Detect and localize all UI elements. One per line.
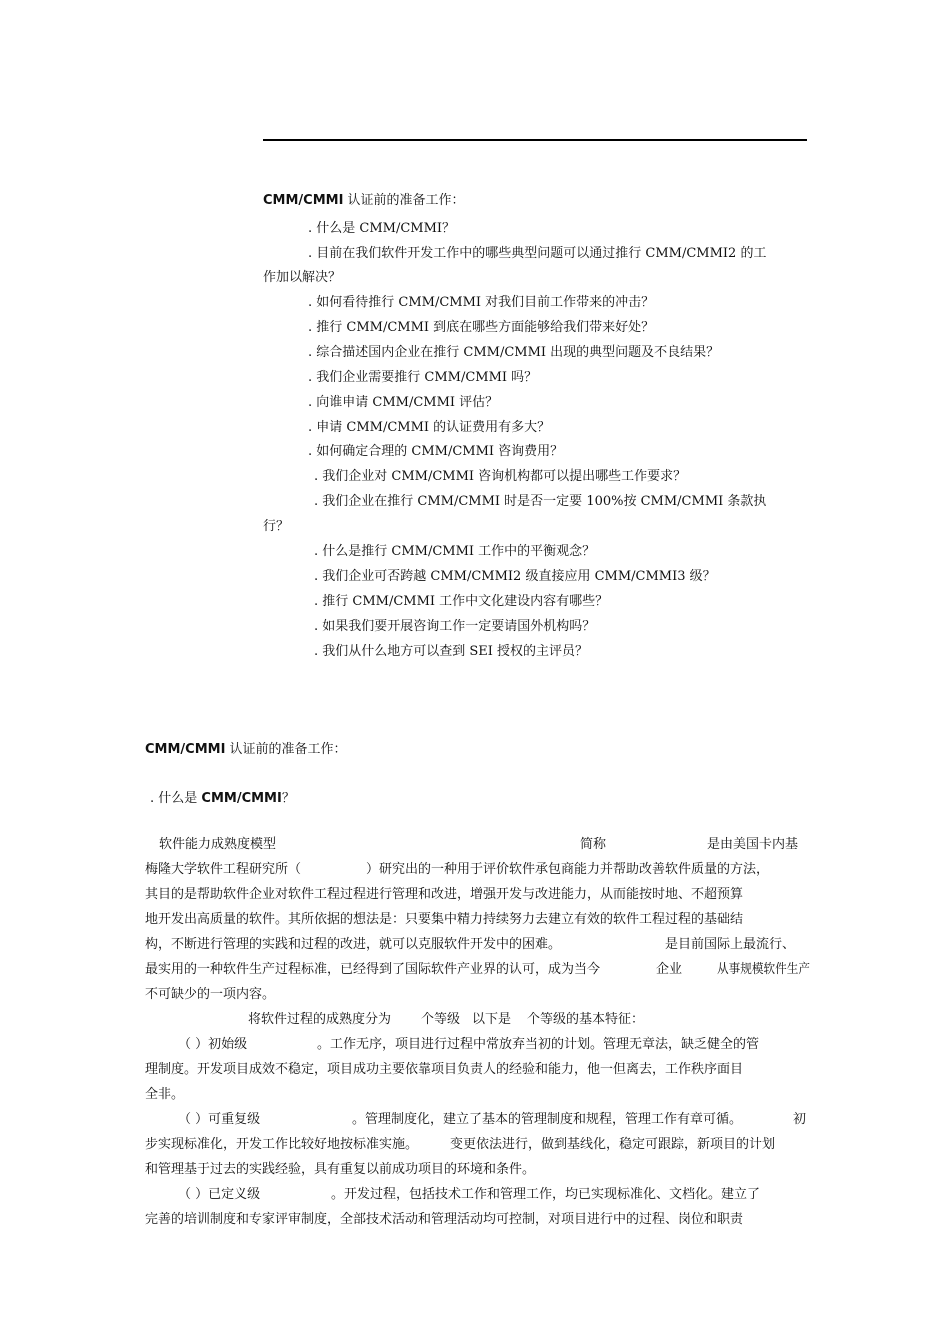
toc-item: . 我们企业对 CMM/CMMI 咨询机构都可以提出哪些工作要求？ — [314, 469, 687, 484]
toc-item: . 综合描述国内企业在推行 CMM/CMMI 出现的典型问题及不良结果？ — [308, 345, 720, 360]
toc-heading-text: 认证前的准备工作： — [343, 193, 465, 208]
toc-item: . 什么是 CMM/CMMI？ — [308, 221, 456, 236]
header-rule — [263, 139, 807, 141]
p1-fragment: 梅隆大学软件工程研究所（ — [145, 862, 302, 877]
p1-fragment: ）研究出的一种用于评价软件承包商能力并帮助改善软件质量的方法， — [366, 862, 770, 877]
p1-line: 其目的是帮助软件企业对软件工程过程进行管理和改进，增强开发与改进能力，从而能按时地、不超预算 — [145, 887, 744, 902]
p1-fragment: 从事规模软件生产 — [717, 962, 810, 977]
p2-fragment: 个等级 — [421, 1012, 461, 1027]
toc-item: . 我们企业需要推行 CMM/CMMI 吗？ — [308, 370, 538, 385]
level-2-text: 。管理制度化，建立了基本的管理制度和规程，管理工作有章可循。 — [352, 1112, 743, 1127]
body-heading-bold: CMM/CMMI — [145, 742, 226, 757]
p1-fragment: 企业 — [656, 962, 683, 977]
p2-fragment: 将软件过程的成熟度分为 — [248, 1012, 392, 1027]
body-heading — [145, 741, 347, 759]
toc-item: . 向谁申请 CMM/CMMI 评估？ — [308, 395, 499, 410]
toc-heading-bold: CMM/CMMI — [263, 193, 344, 208]
p1-fragment: 是由美国卡内基 — [707, 837, 799, 852]
toc-item: . 目前在我们软件开发工作中的哪些典型问题可以通过推行 CMM/CMMI2 的工 — [308, 246, 767, 261]
level-1-text: 全非。 — [145, 1087, 185, 1102]
p1-line: 不可缺少的一项内容。 — [145, 987, 276, 1002]
toc-item: . 什么是推行 CMM/CMMI 工作中的平衡观念？ — [314, 544, 596, 559]
level-3-text: 完善的培训制度和专家评审制度，全部技术活动和管理活动均可控制，对项目进行中的过程、岗位和职责 — [145, 1212, 744, 1227]
toc-item-cont: 行？ — [263, 519, 290, 534]
p2-fragment: 以下是 — [472, 1012, 512, 1027]
level-1-text: 。工作无序，项目进行过程中常放弃当初的计划。管理无章法，缺乏健全的管 — [317, 1037, 760, 1052]
question-1 — [150, 790, 295, 808]
level-2-text: 初 — [793, 1112, 807, 1127]
p1-line: 地开发出高质量的软件。其所依据的想法是：只要集中精力持续努力去建立有效的软件工程过程的基础结 — [145, 912, 744, 927]
level-1-text: 理制度。开发项目成效不稳定，项目成功主要依靠项目负责人的经验和能力，他一但离去，工作秩序面目 — [145, 1062, 744, 1077]
level-1-title: （ ）初始级 — [178, 1037, 248, 1052]
toc-item: . 如何确定合理的 CMM/CMMI 咨询费用？ — [308, 444, 564, 459]
toc-item: . 申请 CMM/CMMI 的认证费用有多大？ — [308, 420, 551, 435]
p1-fragment: 简称 — [580, 837, 607, 852]
toc-item: . 如果我们要开展咨询工作一定要请国外机构吗？ — [314, 619, 596, 634]
question-1-suffix: ？ — [281, 791, 295, 806]
toc-item: . 推行 CMM/CMMI 到底在哪些方面能够给我们带来好处？ — [308, 320, 655, 335]
toc-item: . 如何看待推行 CMM/CMMI 对我们目前工作带来的冲击？ — [308, 295, 655, 310]
p2-fragment: 个等级的基本特征： — [527, 1012, 645, 1027]
toc-heading — [263, 192, 465, 210]
toc-item: . 推行 CMM/CMMI 工作中文化建设内容有哪些？ — [314, 594, 609, 609]
level-2-text: 变更依法进行，做到基线化，稳定可跟踪，新项目的计划 — [450, 1137, 776, 1152]
p1-fragment: 是目前国际上最流行、 — [665, 937, 796, 952]
toc-item: . 我们企业可否跨越 CMM/CMMI2 级直接应用 CMM/CMMI3 级？ — [314, 569, 716, 584]
p1-fragment: 构，不断进行管理的实践和过程的改进，就可以克服软件开发中的困难。 — [145, 937, 562, 952]
question-1-bold: CMM/CMMI — [201, 791, 282, 806]
toc-item-cont: 作加以解决？ — [263, 270, 342, 285]
level-3-title: （ ）已定义级 — [178, 1187, 261, 1202]
level-2-title: （ ）可重复级 — [178, 1112, 261, 1127]
level-2-text: 步实现标准化，开发工作比较好地按标准实施。 — [145, 1137, 419, 1152]
body-heading-text: 认证前的准备工作： — [225, 742, 347, 757]
question-1-prefix: . 什么是 — [150, 791, 202, 806]
level-2-text: 和管理基于过去的实践经验，具有重复以前成功项目的环境和条件。 — [145, 1162, 536, 1177]
p1-fragment: 软件能力成熟度模型 — [159, 837, 277, 852]
level-3-text: 。开发过程，包括技术工作和管理工作，均已实现标准化、文档化。建立了 — [331, 1187, 761, 1202]
toc-item: . 我们企业在推行 CMM/CMMI 时是否一定要 100%按 CMM/CMMI 条款执 — [314, 494, 767, 509]
p1-fragment: 最实用的一种软件生产过程标准，已经得到了国际软件产业界的认可，成为当今 — [145, 962, 601, 977]
toc-item: . 我们从什么地方可以查到 SEI 授权的主评员？ — [314, 644, 589, 659]
